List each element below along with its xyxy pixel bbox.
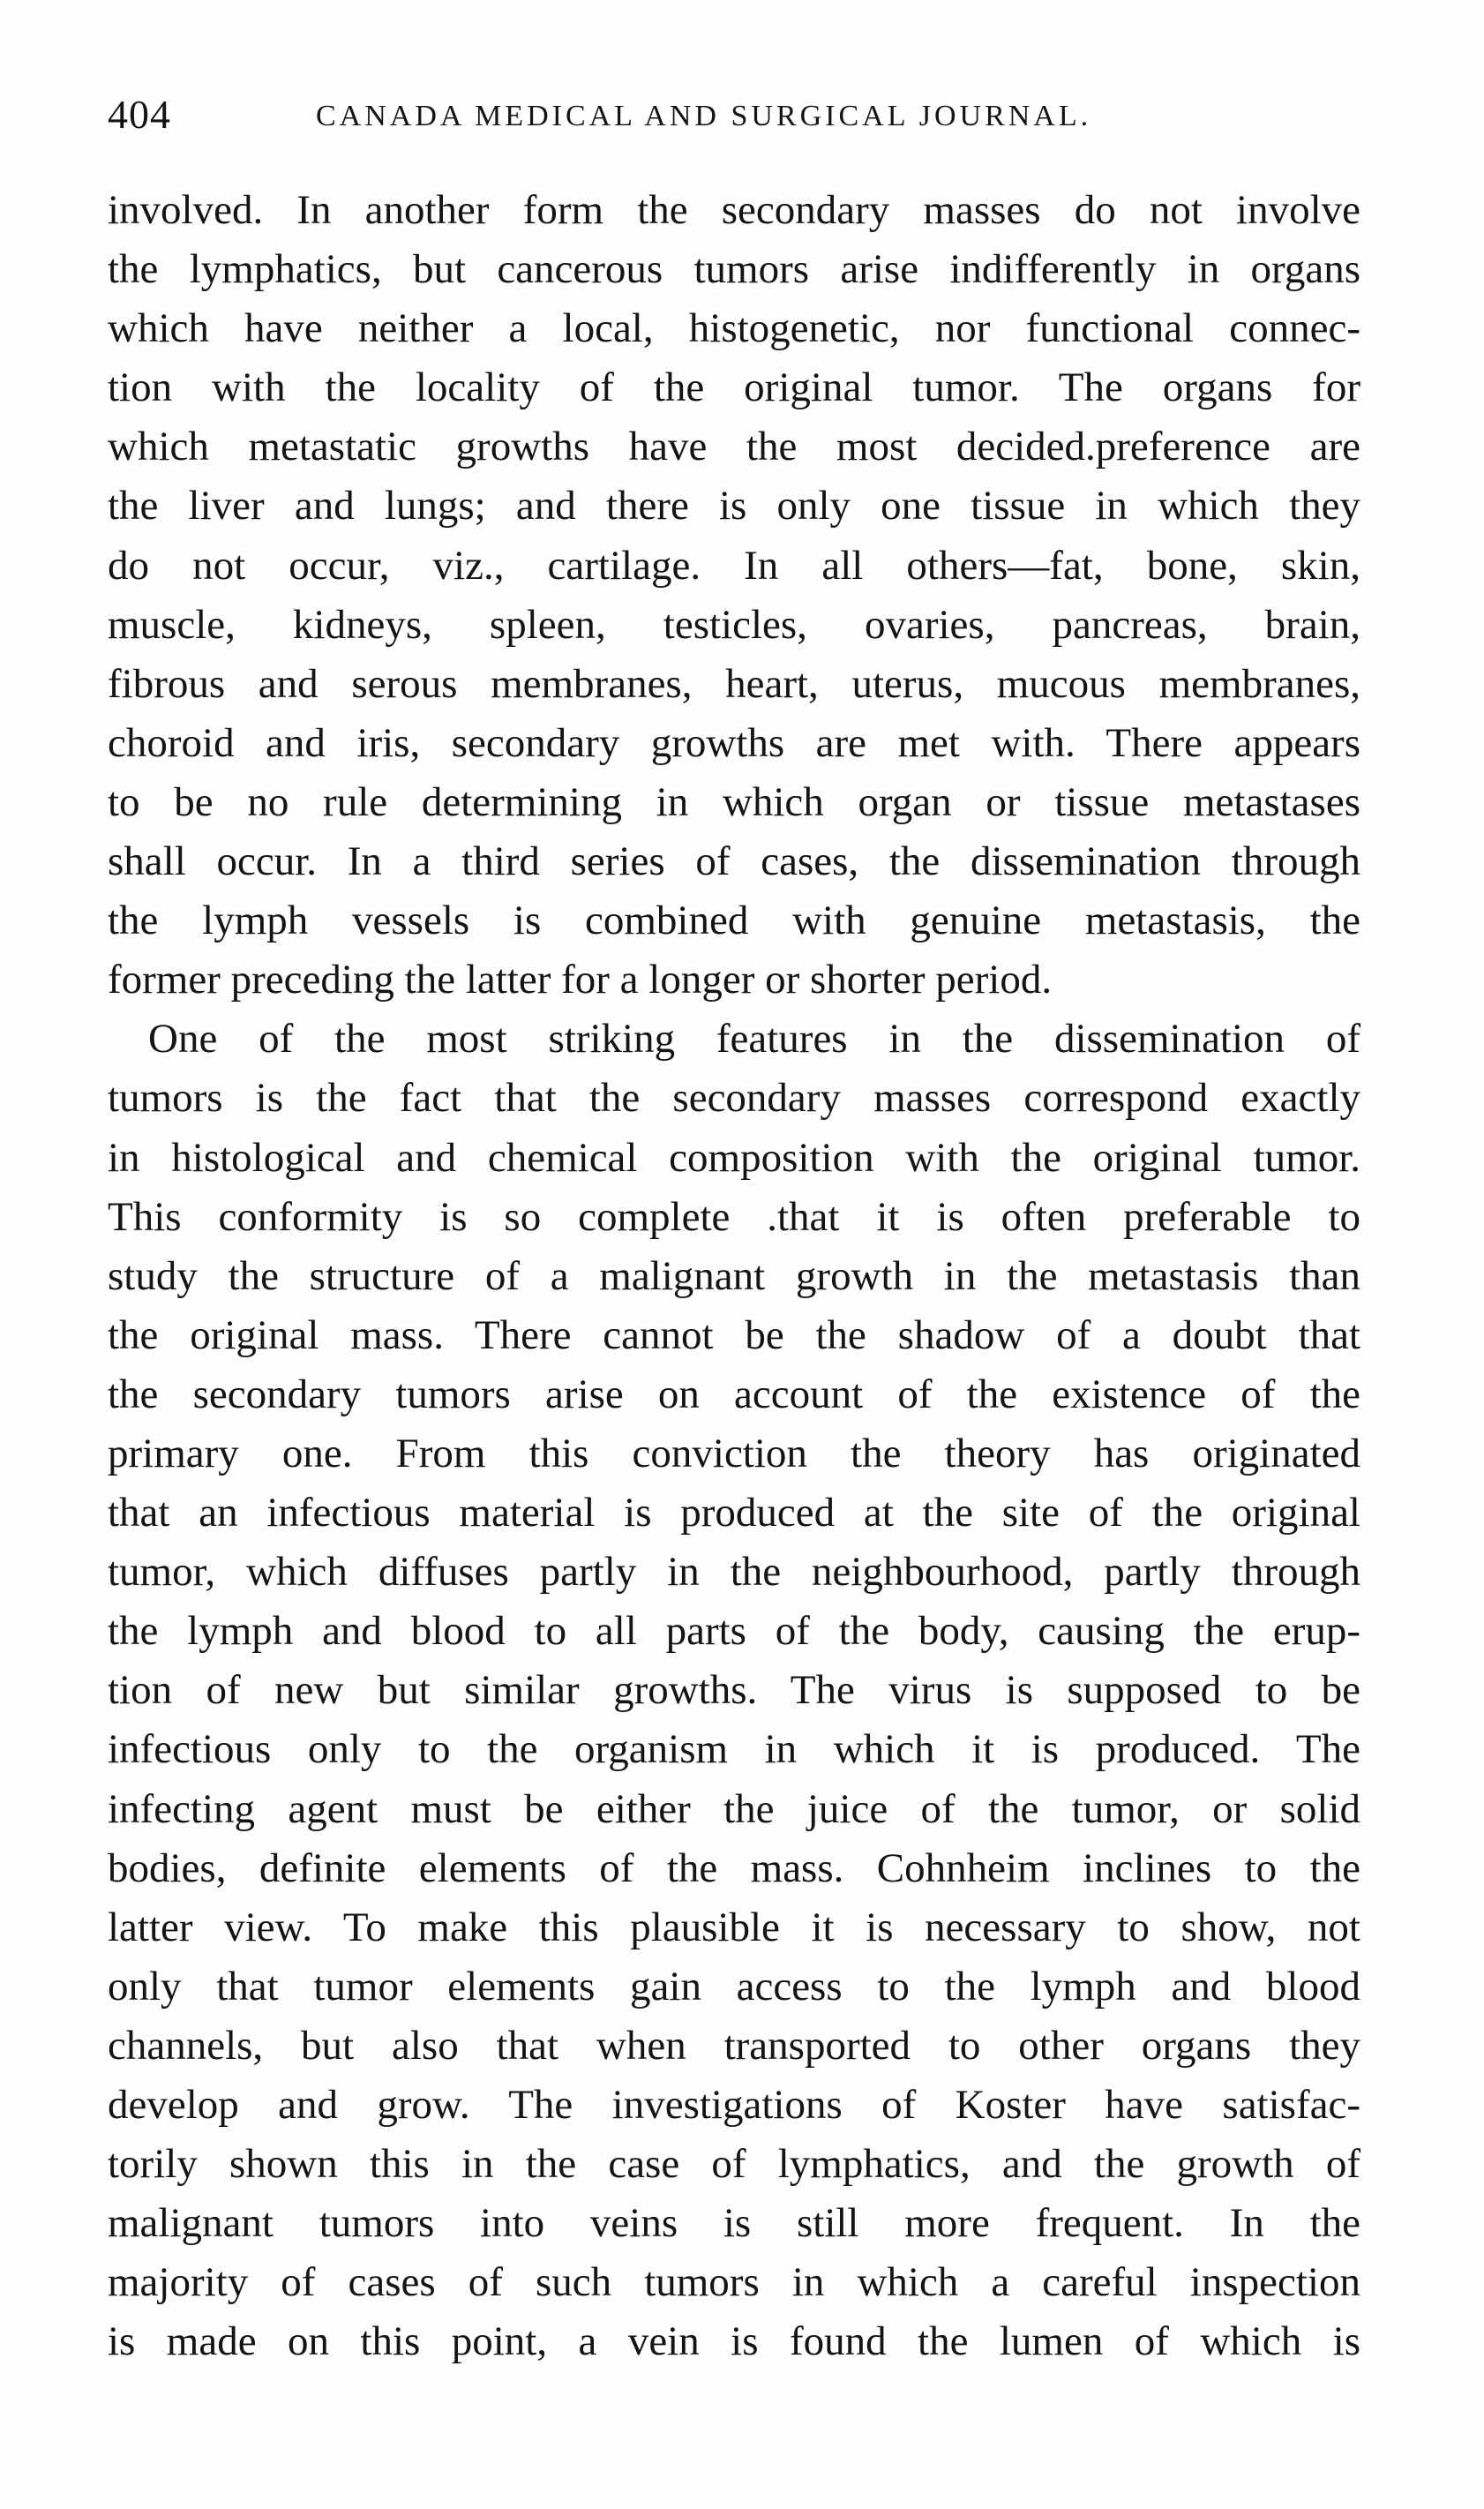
paragraph-2 [108, 1010, 1360, 2371]
text-line: infectious only to the organism in which it is produced. The [108, 1726, 1360, 1773]
text-line: muscle, kidneys, spleen, testicles, ovaries, pancreas, brain, [108, 601, 1360, 648]
paragraph-1 [108, 181, 1360, 1010]
running-title: CANADA MEDICAL AND SURGICAL JOURNAL. [316, 100, 1092, 132]
text-line: torily shown this in the case of lymphatics, and the growth of [108, 2141, 1360, 2188]
text-line: choroid and iris, secondary growths are met with. There appears [108, 719, 1360, 766]
text-line: the lymph and blood to all parts of the body, causing the erup- [108, 1608, 1360, 1655]
text-line: only that tumor elements gain access to the lymph and blood [108, 1963, 1360, 2009]
text-line: develop and grow. The investigations of Koster have satisfac- [108, 2082, 1360, 2128]
text-line: tumors is the fact that the secondary masses correspond exactly [108, 1075, 1360, 1122]
text-line: tion with the locality of the original tumor. The organs for [108, 364, 1360, 411]
text-line: in histological and chemical composition with the original tumor. [108, 1134, 1360, 1181]
text-line: is made on this point, a vein is found the lumen of which is [108, 2318, 1360, 2365]
text-line: the original mass. There cannot be the shadow of a doubt that [108, 1311, 1360, 1358]
text-line: which metastatic growths have the most decided.preference are [108, 424, 1360, 470]
text-line: to be no rule determining in which organ or tissue metastases [108, 778, 1360, 825]
text-line: the lymphatics, but cancerous tumors arise indifferently in organs [108, 246, 1360, 293]
page-number: 404 [108, 92, 171, 137]
text-line: latter view. To make this plausible it is necessary to show, not [108, 1904, 1360, 1950]
text-line: tion of new but similar growths. The virus is supposed to be [108, 1667, 1360, 1714]
article-body [108, 181, 1360, 2371]
text-line: tumor, which diffuses partly in the neighbourhood, partly through [108, 1549, 1360, 1596]
text-line: channels, but also that when transported to other organs they [108, 2022, 1360, 2069]
text-line: do not occur, viz., cartilage. In all others—fat, bone, skin, [108, 542, 1360, 589]
text-line: the lymph vessels is combined with genuine metastasis, the [108, 898, 1360, 944]
text-line: majority of cases of such tumors in which a careful inspection [108, 2259, 1360, 2306]
text-line: the liver and lungs; and there is only one tissue in which they [108, 483, 1360, 530]
text-line: the secondary tumors arise on account of the existence of the [108, 1371, 1360, 1417]
text-line: primary one. From this conviction the theory has originated [108, 1430, 1360, 1476]
text-line: study the structure of a malignant growth in the metastasis than [108, 1252, 1360, 1299]
text-line: that an infectious material is produced at the site of the original [108, 1490, 1360, 1536]
page-header [108, 88, 1360, 141]
text-line: fibrous and serous membranes, heart, uterus, mucous membranes, [108, 660, 1360, 707]
text-line: former preceding the latter for a longer or shorter period. [108, 957, 1053, 1003]
text-line: bodies, definite elements of the mass. Cohnheim inclines to the [108, 1844, 1360, 1891]
text-line: involved. In another form the secondary masses do not involve [108, 187, 1360, 233]
text-line: which have neither a local, histogenetic, nor functional connec- [108, 305, 1360, 352]
text-line: malignant tumors into veins is still more frequent. In the [108, 2200, 1360, 2247]
text-line: infecting agent must be either the juice of the tumor, or solid [108, 1785, 1360, 1832]
text-line: shall occur. In a third series of cases, the dissemination through [108, 838, 1360, 885]
text-line: This conformity is so complete .that it is often preferable to [108, 1193, 1360, 1240]
text-line: One of the most striking features in the dissemination of [148, 1016, 1360, 1063]
